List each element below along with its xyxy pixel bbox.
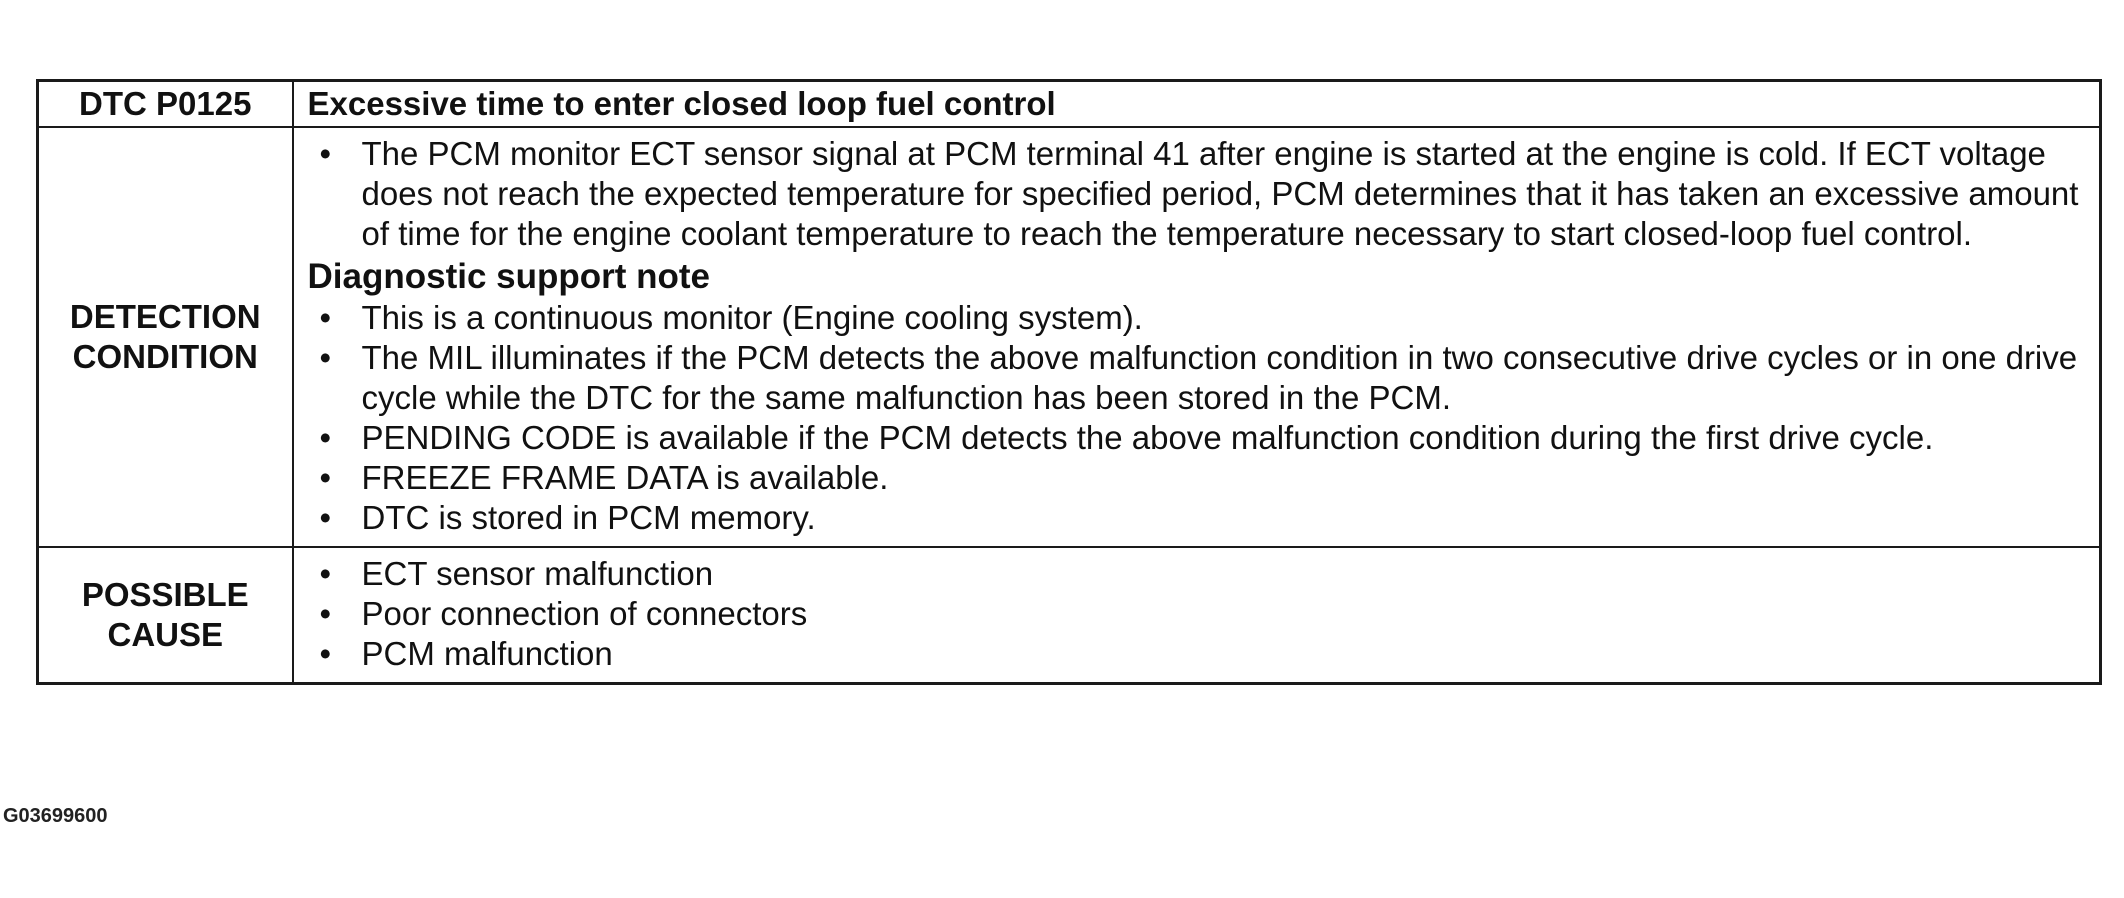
list-item [308,418,2086,458]
bullet-icon: • [319,418,332,456]
detection-condition-row [38,127,2101,547]
cause-label-line2: CAUSE [107,615,224,653]
possible-cause-content [293,547,2101,684]
list-item [308,554,2086,594]
list-item-text: This is a continuous monitor (Engine cooling system). [361,298,1143,336]
bullet-icon: • [319,554,332,592]
list-item-text: PCM malfunction [361,634,613,672]
bullet-icon: • [319,594,332,632]
list-item [308,498,2086,538]
detection-condition-content [293,127,2101,547]
dtc-code: DTC P0125 [79,84,252,122]
list-item-text: ECT sensor malfunction [361,554,714,592]
list-item-text: Poor connection of connectors [361,594,808,632]
list-item-text: The MIL illuminates if the PCM detects the above malfunction condition in two consecutive drive cycles or in one drive cycle while the DTC for the same malfunction has been stored in the PCM. [361,338,2078,416]
detection-intro-list [308,134,2086,254]
list-item [308,634,2086,674]
list-item-text: DTC is stored in PCM memory. [361,498,816,536]
list-item [308,134,2086,254]
list-item [308,298,2086,338]
list-item [308,458,2086,498]
dtc-title-cell [293,81,2101,127]
bullet-icon: • [319,458,332,496]
dtc-code-cell [38,81,293,127]
dtc-header-row [38,81,2101,127]
cause-label-line1: POSSIBLE [81,575,249,613]
list-item-text: FREEZE FRAME DATA is available. [361,458,889,496]
figure-id: G03699600 [3,805,108,827]
bullet-icon: • [319,634,332,672]
detection-label-line1: DETECTION [69,297,261,335]
diagnostic-support-note-heading: Diagnostic support note [307,256,710,296]
list-item [308,338,2086,418]
bullet-icon: • [319,134,332,172]
detection-label-line2: CONDITION [72,337,258,375]
bullet-icon: • [319,298,332,336]
bullet-icon: • [319,498,332,536]
possible-cause-label [38,547,293,684]
dtc-table [36,79,2102,685]
diagnostic-note-list [308,298,2086,538]
list-item-text: PENDING CODE is available if the PCM detects the above malfunction condition during the first drive cycle. [361,418,1934,456]
dtc-title: Excessive time to enter closed loop fuel control [307,84,1056,122]
bullet-icon: • [319,338,332,376]
list-item-text: The PCM monitor ECT sensor signal at PCM terminal 41 after engine is started at the engine is cold. If ECT voltage does not reach the expected temperature for specified period, PCM determines that it has taken an excessive amount of time for the engine coolant temperature to reach the temperature necessary to start closed-loop fuel control. [361,134,2079,252]
list-item [308,594,2086,634]
possible-cause-row [38,547,2101,684]
possible-cause-list [308,554,2086,674]
detection-condition-label [38,127,293,547]
